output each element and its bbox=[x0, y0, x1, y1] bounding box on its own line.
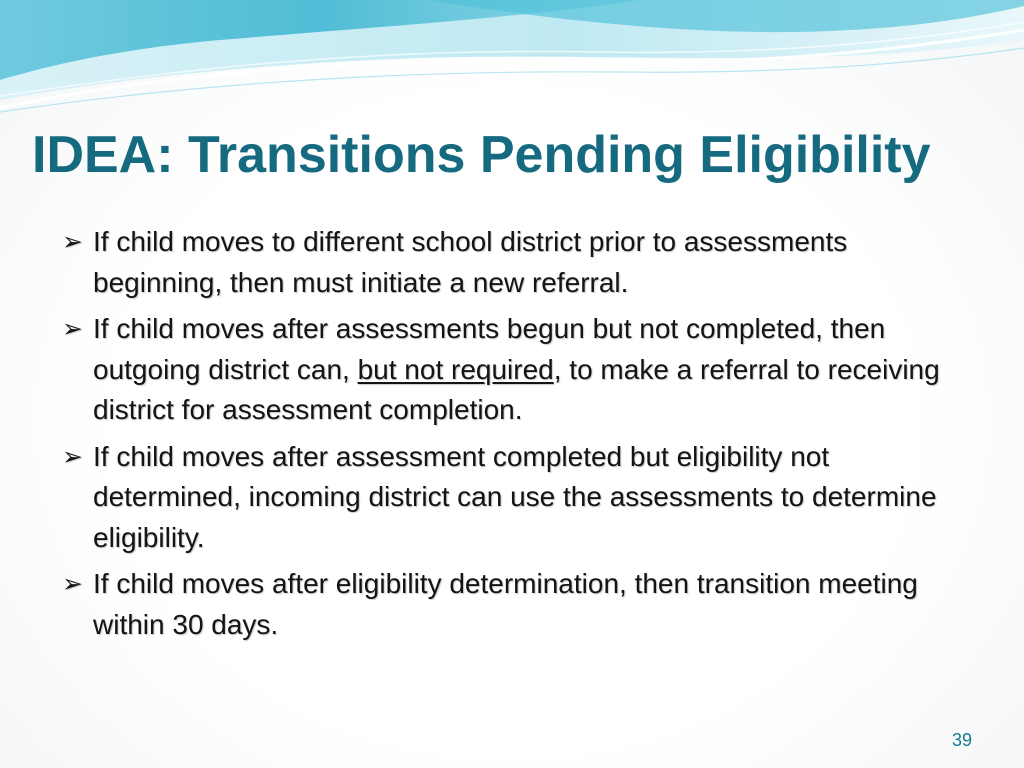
bullet-text: If child moves after assessment completed but eligibility not determined, incoming district can use the assessments to determine eligibility. bbox=[93, 440, 937, 553]
bullet-text: If child moves after eligibility determination, then transition meeting within 30 days. bbox=[93, 568, 918, 640]
slide-number: 39 bbox=[951, 730, 972, 750]
slide-title: IDEA: Transitions Pending Eligibility bbox=[32, 126, 931, 184]
wave-header-decoration bbox=[0, 0, 1024, 120]
list-item bbox=[62, 437, 962, 559]
arrow-bullet-icon: ➢ bbox=[62, 228, 83, 256]
list-item bbox=[62, 222, 962, 303]
arrow-bullet-icon: ➢ bbox=[62, 442, 83, 471]
arrow-bullet-icon: ➢ bbox=[62, 315, 83, 343]
list-item bbox=[62, 309, 962, 431]
bullet-list bbox=[62, 222, 962, 651]
arrow-bullet-icon: ➢ bbox=[62, 570, 83, 598]
bullet-text: If child moves to different school district prior to assessments beginning, then must initiate a new referral. bbox=[93, 226, 848, 298]
bullet-text-continued: , to make a referral to receiving district for assessment completion. bbox=[93, 353, 940, 425]
underlined-emphasis: but not required bbox=[357, 353, 554, 385]
list-item bbox=[62, 564, 962, 645]
bullet-text: If child moves after assessments begun but not completed, then outgoing district can, bbox=[93, 313, 886, 385]
